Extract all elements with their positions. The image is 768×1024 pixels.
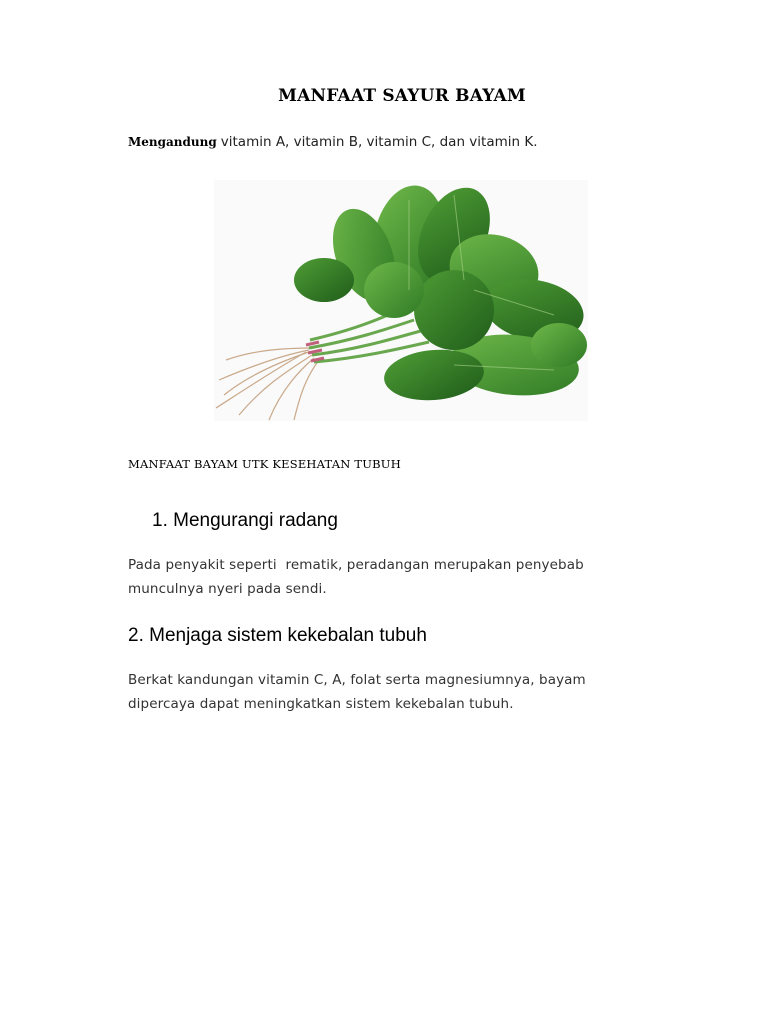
benefit-paragraph-2 [128, 668, 668, 716]
benefit-heading-2: 2. Menjaga sistem kekebalan tubuh [128, 625, 427, 646]
leaves [294, 180, 588, 404]
benefit-heading-1: 1. Mengurangi radang [152, 510, 338, 531]
benefit-paragraph-1 [128, 553, 668, 601]
intro-line [128, 134, 538, 150]
page-title: MANFAAT SAYUR BAYAM [278, 86, 526, 106]
roots [216, 348, 319, 420]
paragraph-line: dipercaya dapat meningkatkan sistem kekebalan tubuh. [128, 696, 514, 712]
intro-text: vitamin A, vitamin B, vitamin C, dan vitamin K. [220, 134, 538, 150]
paragraph-line: Berkat kandungan vitamin C, A, folat serta magnesiumnya, bayam [128, 672, 586, 688]
section-subheading: MANFAAT BAYAM UTK KESEHATAN TUBUH [128, 457, 401, 471]
spinach-image [214, 180, 588, 421]
stems [309, 305, 429, 362]
intro-lead: Mengandung [128, 135, 217, 149]
spinach-illustration [214, 180, 588, 421]
paragraph-line: munculnya nyeri pada sendi. [128, 581, 327, 597]
paragraph-line: Pada penyakit seperti rematik, peradangan merupakan penyebab [128, 557, 584, 573]
